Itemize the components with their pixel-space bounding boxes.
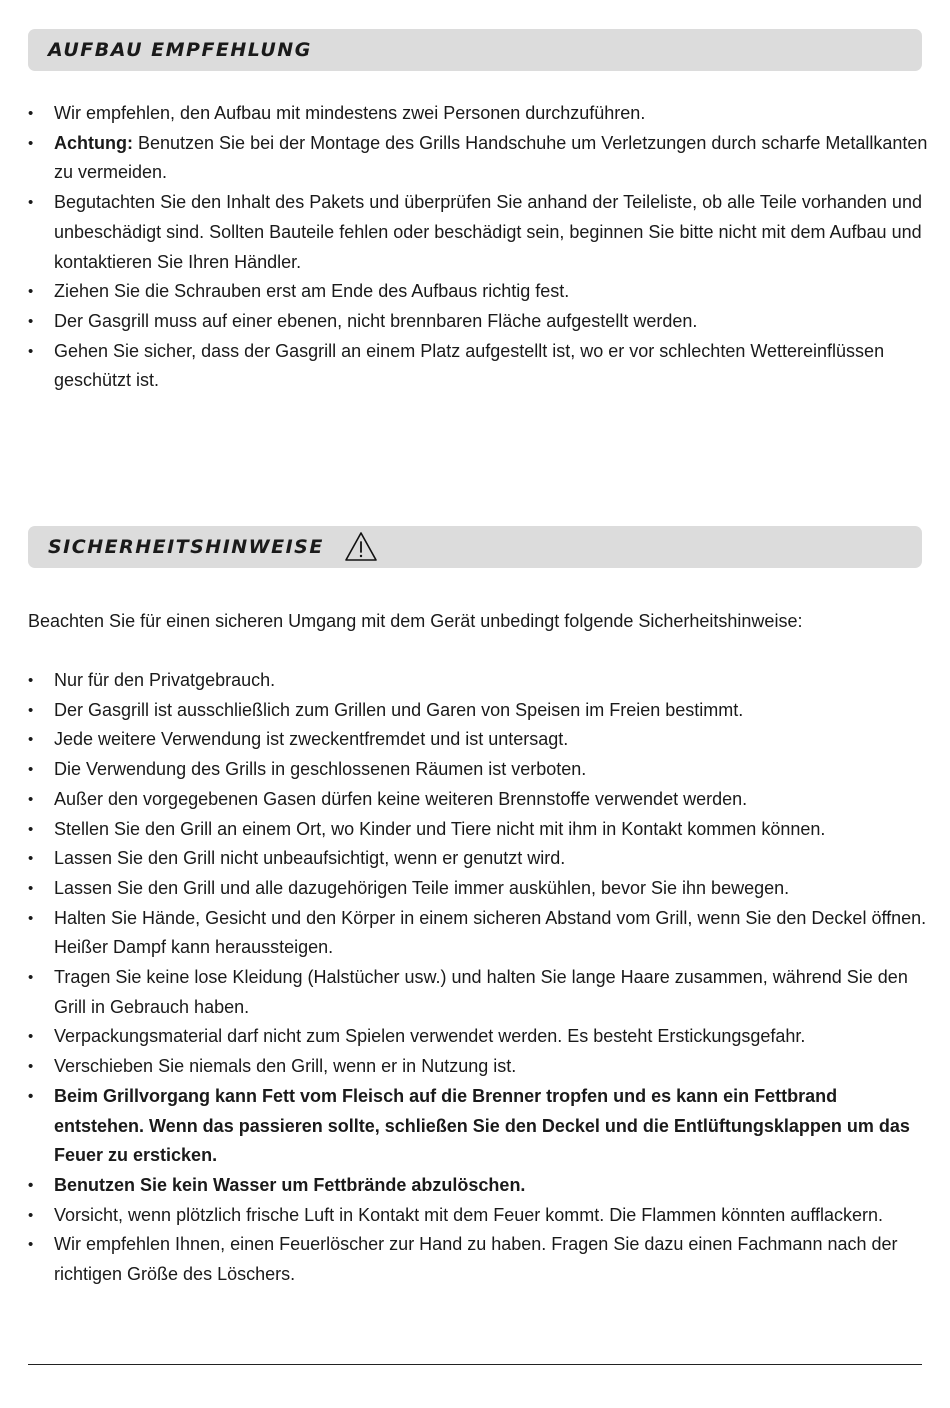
item-text: Beim Grillvorgang kann Fett vom Fleisch auf die Brenner tropfen und es kann ein Fettbrand entstehen. Wenn das passieren sollte, schließen Sie den Deckel und die Entlüftungsklappen um das Feuer zu ersticken. (54, 1085, 910, 1166)
bullet-icon: • (28, 790, 34, 808)
assembly-list-item (28, 337, 928, 396)
assembly-list (28, 99, 928, 396)
bullet-icon: • (28, 731, 34, 749)
safety-list-item (28, 1171, 928, 1201)
item-text: Verpackungsmaterial darf nicht zum Spielen verwendet werden. Es besteht Erstickungsgefahr. (54, 1026, 806, 1047)
assembly-section-title: AUFBAU EMPFEHLUNG (48, 39, 312, 61)
bullet-icon: • (28, 1087, 34, 1105)
bullet-icon: • (28, 969, 34, 987)
item-text: Gehen Sie sicher, dass der Gasgrill an einem Platz aufgestellt ist, wo er vor schlechten Wettereinflüssen geschützt ist. (54, 340, 885, 391)
bullet-icon: • (28, 1236, 34, 1254)
bullet-icon: • (28, 105, 34, 122)
safety-list-item (28, 1201, 928, 1231)
safety-list-item (28, 666, 928, 696)
warning-triangle-icon (344, 531, 378, 563)
safety-list-item (28, 844, 928, 874)
assembly-header-bar (28, 29, 922, 71)
item-text: Vorsicht, wenn plötzlich frische Luft in Kontakt mit dem Feuer kommt. Die Flammen könnten aufflackern. (54, 1204, 884, 1225)
bullet-icon: • (28, 342, 34, 360)
safety-list-item (28, 725, 928, 755)
item-text: Lassen Sie den Grill und alle dazugehörigen Teile immer auskühlen, bevor Sie ihn bewegen. (54, 877, 790, 898)
item-text: Benutzen Sie kein Wasser um Fettbrände abzulöschen. (54, 1174, 526, 1195)
item-text: Außer den vorgegebenen Gasen dürfen keine weiteren Brennstoffe verwendet werden. (54, 788, 748, 809)
item-text: Wir empfehlen, den Aufbau mit mindestens zwei Personen durchzuführen. (54, 103, 646, 123)
bullet-icon: • (28, 1176, 34, 1194)
safety-intro: Beachten Sie für einen sicheren Umgang mit dem Gerät unbedingt folgende Sicherheitshinweise: (28, 611, 803, 631)
safety-list-item (28, 963, 928, 1022)
item-text: Jede weitere Verwendung ist zweckentfremdet und ist untersagt. (54, 729, 569, 750)
item-text: Wir empfehlen Ihnen, einen Feuerlöscher zur Hand zu haben. Fragen Sie dazu einen Fachmann nach der richtigen Größe des Löschers. (54, 1234, 898, 1285)
safety-list-item (28, 815, 928, 845)
safety-list-item (28, 1022, 928, 1052)
safety-list (28, 666, 928, 1290)
bullet-icon: • (28, 879, 34, 897)
assembly-list-item (28, 188, 928, 277)
bullet-icon: • (28, 1206, 34, 1224)
item-lead: Achtung: (54, 132, 133, 153)
item-text: Ziehen Sie die Schrauben erst am Ende des Aufbaus richtig fest. (54, 281, 570, 302)
bullet-icon: • (28, 283, 34, 301)
safety-list-item (28, 1230, 928, 1289)
safety-list-item (28, 755, 928, 785)
safety-section-title: SICHERHEITSHINWEISE (48, 536, 324, 558)
bullet-icon: • (28, 1058, 34, 1076)
item-text: Stellen Sie den Grill an einem Ort, wo Kinder und Tiere nicht mit ihm in Kontakt kommen können. (54, 818, 826, 839)
bullet-icon: • (28, 909, 34, 927)
item-text: Benutzen Sie bei der Montage des Grills Handschuhe um Verletzungen durch scharfe Metallkanten zu vermeiden. (54, 132, 928, 183)
item-text: Der Gasgrill muss auf einer ebenen, nicht brennbaren Fläche aufgestellt werden. (54, 310, 698, 331)
item-text: Die Verwendung des Grills in geschlossenen Räumen ist verboten. (54, 759, 587, 780)
safety-list-item (28, 1052, 928, 1082)
item-text: Der Gasgrill ist ausschließlich zum Grillen und Garen von Speisen im Freien bestimmt. (54, 699, 744, 720)
item-text: Begutachten Sie den Inhalt des Pakets und überprüfen Sie anhand der Teileliste, ob alle Teile vorhanden und unbeschädigt sind. Sollten Bauteile fehlen oder beschädigt sein, beginnen Sie bitte nicht mit dem Aufbau und kontaktieren Sie Ihren Händler. (54, 192, 922, 272)
safety-list-item (28, 904, 928, 963)
safety-header-bar (28, 526, 922, 568)
safety-list-item (28, 696, 928, 726)
safety-list-item (28, 1082, 928, 1171)
bullet-icon: • (28, 850, 34, 868)
safety-list-item (28, 785, 928, 815)
bullet-icon: • (28, 194, 34, 212)
assembly-list-item (28, 307, 928, 337)
item-text: Lassen Sie den Grill nicht unbeaufsichtigt, wenn er genutzt wird. (54, 848, 566, 869)
assembly-list-item (28, 277, 928, 307)
assembly-list-item (28, 99, 928, 129)
item-text: Tragen Sie keine lose Kleidung (Halstücher usw.) und halten Sie lange Haare zusammen, während Sie den Grill in Gebrauch haben. (54, 967, 908, 1017)
footer-divider (28, 1364, 922, 1365)
item-text: Halten Sie Hände, Gesicht und den Körper in einem sicheren Abstand vom Grill, wenn Sie den Deckel öffnen. Heißer Dampf kann heraussteigen. (54, 907, 927, 958)
bullet-icon: • (28, 134, 34, 152)
safety-list-item (28, 874, 928, 904)
bullet-icon: • (28, 312, 34, 330)
item-text: Nur für den Privatgebrauch. (54, 670, 276, 690)
item-text: Verschieben Sie niemals den Grill, wenn er in Nutzung ist. (54, 1056, 517, 1077)
bullet-icon: • (28, 761, 34, 779)
bullet-icon: • (28, 701, 34, 719)
bullet-icon: • (28, 672, 34, 689)
bullet-icon: • (28, 820, 34, 838)
bullet-icon: • (28, 1028, 34, 1046)
assembly-list-item (28, 129, 928, 188)
